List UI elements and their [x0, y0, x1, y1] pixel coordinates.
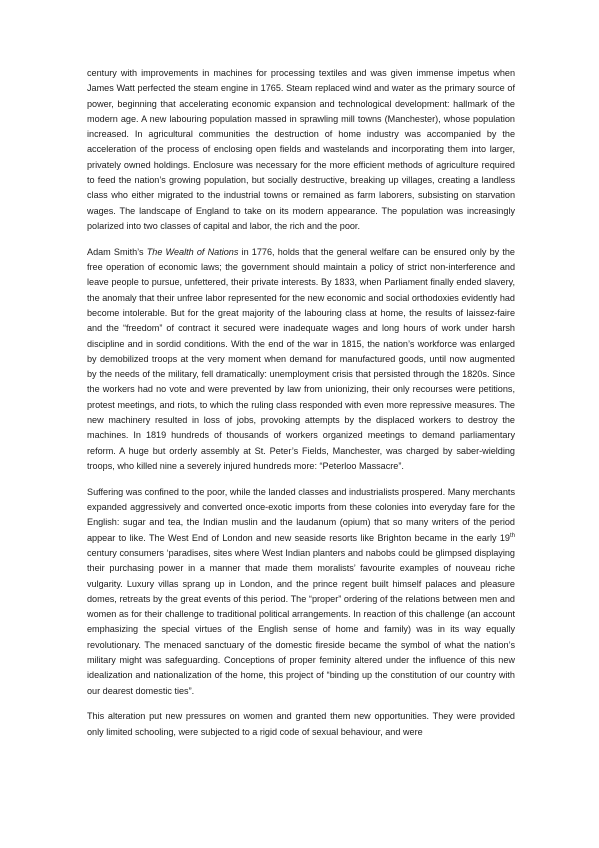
book-title: The Wealth of Nations [146, 246, 239, 257]
paragraph-1: century with improvements in machines for processing textiles and was given immense impetus when James Watt perfected the steam engine in 1765. Steam replaced wind and water as the primary source of power, beginning that accelerating economic expansion and technological development: hallmark of the modern age. A new labouring population massed in sprawling mill towns (Manchester), whose population increased. In agricultural communities the destruction of home industry was accompanied by the acceleration of the process of enclosing open fields and wastelands and incorporating them into larger, privately owned holdings. Enclosure was necessary for the more efficient methods of agriculture required to feed the nation’s growing population, but socially destructive, breaking up villages, creating a landless class who either migrated to the industrial towns or remained as farm laborers, subsisting on starvation wages. The landscape of England to take on its modern appearance. The population was increasingly polarized into two classes of capital and labor, the rich and the poor. [87, 68, 515, 231]
paragraph-4: This alteration put new pressures on women and granted them new opportunities. They were provided only limited schooling, were subjected to a rigid code of sexual behaviour, and were [87, 711, 515, 737]
paragraph-2-lead: Adam Smith’s [87, 246, 147, 257]
paragraph-3-rest: century consumers ‘paradises, sites where West Indian planters and nabobs could be glimpsed displaying their purchasing power in a manner that made them moralists’ favourite examples of nouveau riche vulgarity. Luxury villas sprang up in London, and the prince regent built himself palaces and pleasure domes, retreats by the great events of this period. The “proper” ordering of the relations between men and women as for their challenge to traditional political arrangements. In reaction of this challenge (an account emphasizing the special virtues of the English sense of home and family) was in its way equally revolutionary. The menaced sanctuary of the domestic fireside became the symbol of what the nation’s military might was safeguarding. Conceptions of proper feminity altered under the influence of this new idealization and nationalization of the home, this project of “binding up the constitution of our country with our dearest domestic ties”. [87, 547, 515, 696]
paragraph-3 [87, 485, 515, 699]
paragraph-3-start: Suffering was confined to the poor, while the landed classes and industrialists prospered. Many merchants expanded aggressively and converted once-exotic imports from these colonies into everyday fare for the English: sugar and tea, the Indian muslin and the laudanum (opium) that so many writers of the period appear to like. The West End of London and new seaside resorts like Brighton became in the early 19 [87, 486, 515, 543]
paragraph-2-body: in 1776, holds that the general welfare can be ensured only by the free operation of economic laws; the government should maintain a policy of strict non-interference and leave people to pursue, unfettered, their private interests. By 1833, when Parliament finally ended slavery, the anomaly that their unfree labor represented for the new economic and social orthodoxies evidently had become intolerable. But for the great majority of the labouring class at home, the results of laissez-faire and the “freedom” of contract it secured were inadequate wages and long hours of work under harsh discipline and in sordid conditions. With the end of the war in 1815, the nation’s workforce was enlarged by demobilized troops at the very moment when demand for manufactured goods, until now augmented by the needs of the military, fell dramatically: unemployment crisis that persisted through the 1820s. Since the workers had no vote and were prevented by law from unionizing, their only recourses were petitions, protest meetings, and riots, to which the ruling class responded with even more repressive measures. The new machinery resulted in loss of jobs, provoking attempts by the displaced workers to destroy the machines. In 1819 hundreds of thousands of workers organized meetings to demand parliamentary reform. A huge but orderly assembly at St. Peter’s Fields, Manchester, was charged by saber-wielding troops, who killed nine a severely injured hundreds more: “Peterloo Massacre”. [87, 246, 515, 471]
superscript-th: th [509, 532, 515, 539]
paragraph-2 [87, 245, 515, 474]
